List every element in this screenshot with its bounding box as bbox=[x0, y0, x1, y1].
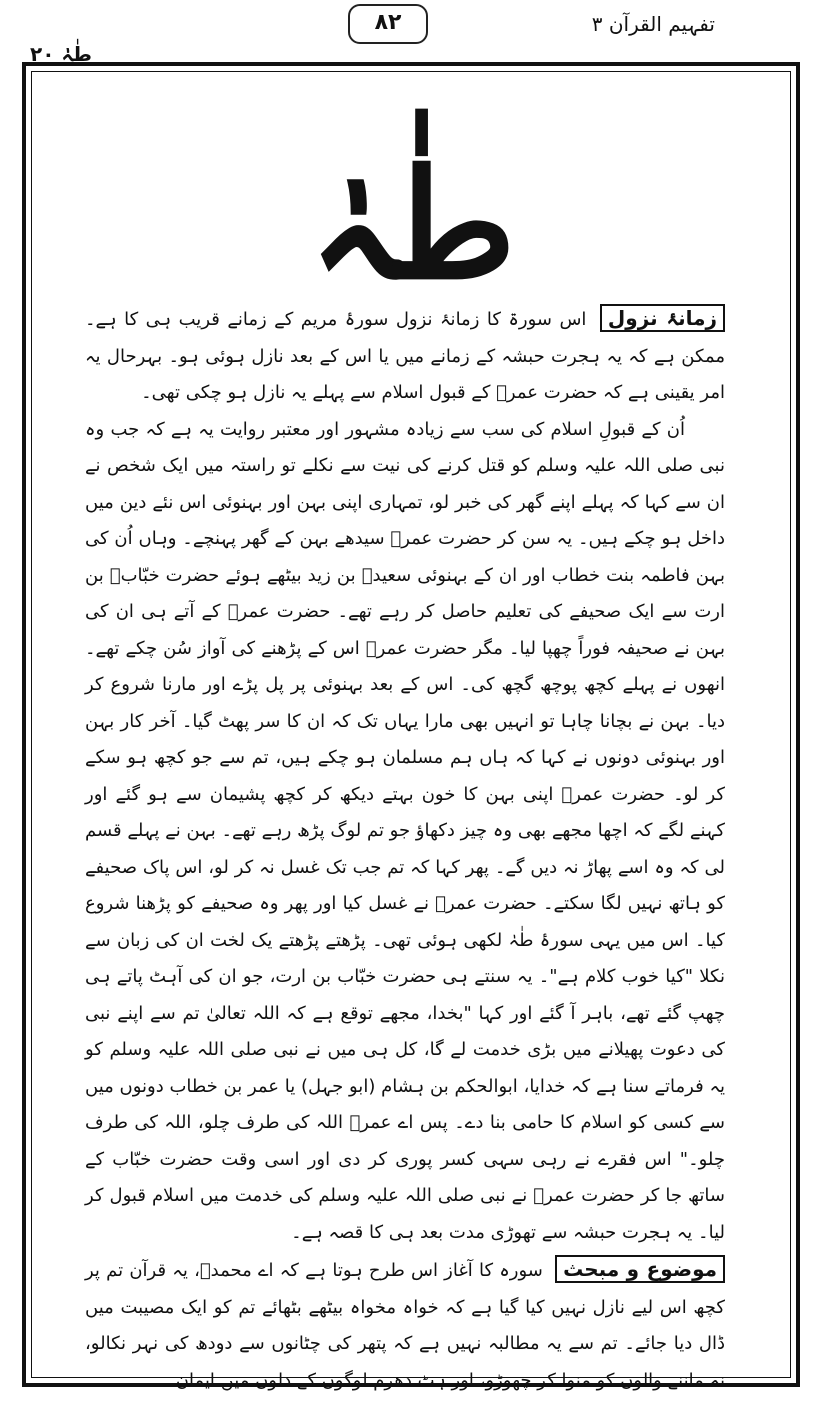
subject-heading: موضوع و مبحث bbox=[555, 1255, 725, 1283]
subject-text-1: سورہ کا آغاز اس طرح ہوتا ہے کہ اے محمدؐ، یہ قرآن تم پر کچھ اس لیے نازل نہیں کیا گیا ہے کہ خواہ مخواہ بیٹھے بٹھائے تم کو ایک مصیبت میں ڈال دیا جائے۔ تم سے یہ مطالبہ نہیں ہے کہ پتھر کی چٹانوں سے دودھ کی نہر نکالو، نہ ماننے والوں کو منوا کر چھوڑو، اور ہٹ دھرم لوگوں کے دلوں میں ایمان bbox=[85, 1260, 725, 1391]
page-header bbox=[0, 0, 825, 66]
revelation-paragraph bbox=[85, 300, 725, 412]
conversion-paragraph: اُن کے قبولِ اسلام کی سب سے زیادہ مشہور اور معتبر روایت یہ ہے کہ جب وہ نبی صلی اللہ علیہ وسلم کو قتل کرنے کی نیت سے نکلے تو راستہ میں ایک شخص نے ان سے کہا کہ پہلے اپنے گھر کی خبر لو، تمہاری اپنی بہن اور بہنوئی اس نئے دین میں داخل ہو چکے ہیں۔ یہ سن کر حضرت عمرؓ سیدھے بہن کے گھر پہنچے۔ وہاں اُن کی بہن فاطمہ بنت خطاب اور ان کے بہنوئی سعیدؓ بن زید بیٹھے ہوئے حضرت خبّابؓ بن ارت سے ایک صحیفے کی تعلیم حاصل کر رہے تھے۔ حضرت عمرؓ کے آتے ہی ان کی بہن نے صحیفہ فوراً چھپا لیا۔ مگر حضرت عمرؓ اس کے پڑھنے کی آواز سُن چکے تھے۔ انھوں نے پہلے کچھ پوچھ گچھ کی۔ اس کے بعد بہنوئی پر پل پڑے اور مارنا شروع کر دیا۔ بہن نے بچانا چاہا تو انہیں بھی مارا یہاں تک کہ ان کا سر پھٹ گیا۔ آخر کار بہن اور بہنوئی دونوں نے کہا کہ ہاں ہم مسلمان ہو چکے ہیں، تم سے جو کچھ ہو سکے کر لو۔ حضرت عمرؓ اپنی بہن کا خون بہتے دیکھ کر کچھ پشیمان سے ہو گئے اور کہنے لگے کہ اچھا مجھے بھی وہ چیز دکھاؤ جو تم لوگ پڑھ رہے تھے۔ بہن نے پہلے قسم لی کہ وہ اسے پھاڑ نہ دیں گے۔ پھر کہا کہ تم جب تک غسل نہ کر لو، اس پاک صحیفے کو ہاتھ نہیں لگا سکتے۔ حضرت عمرؓ نے غسل کیا اور پھر وہ صحیفے کو پڑھنا شروع کیا۔ اس میں یہی سورۂ طٰہٰ لکھی ہوئی تھی۔ پڑھتے پڑھتے یک لخت ان کی زبان سے نکلا "کیا خوب کلام ہے"۔ یہ سنتے ہی حضرت خبّاب بن ارت، جو ان کی آہٹ پاتے ہی چھپ گئے تھے، باہر آ گئے اور کہا "بخدا، مجھے توقع ہے کہ اللہ تعالیٰ تم سے اپنے نبی کی دعوت پھیلانے میں بڑی خدمت لے گا، کل ہی میں نے نبی صلی اللہ علیہ وسلم کو یہ فرماتے سنا ہے کہ خدایا، ابوالحکم بن ہشام (ابو جہل) یا عمر بن خطاب دونوں میں سے کسی کو اسلام کا حامی بنا دے۔ پس اے عمرؓ اللہ کی طرف چلو، اللہ کی طرف چلو۔" اس فقرے نے رہی سہی کسر پوری کر دی اور اسی وقت حضرت خبّاب کے ساتھ جا کر حضرت عمرؓ نے نبی صلی اللہ علیہ وسلم کی خدمت میں اسلام قبول کر لیا۔ یہ ہجرت حبشہ سے تھوڑی مدت بعد ہی کا قصہ ہے۔ bbox=[85, 418, 725, 1243]
surah-reference: طٰہٰ ۲۰ bbox=[30, 42, 92, 66]
page-content bbox=[85, 300, 725, 1399]
surah-title: طٰہٰ bbox=[308, 137, 517, 313]
revelation-heading: زمانۂ نزول bbox=[600, 304, 725, 332]
revelation-text-1: اس سورۃ کا زمانۂ نزول سورۂ مریم کے زمانے قریب ہی کا ہے۔ ممکن ہے کہ یہ ہجرت حبشہ کے زمانے میں یا اس کے بعد نازل ہوئی ہو۔ بہرحال یہ امر یقینی ہے کہ حضرت عمرؓ کے قبول اسلام سے پہلے یہ نازل ہو چکی تھی۔ bbox=[85, 309, 725, 403]
book-title: تفہیم القرآن ۳ bbox=[591, 12, 715, 36]
subject-paragraph bbox=[85, 1251, 725, 1399]
page-number: ۸۲ bbox=[348, 4, 428, 44]
